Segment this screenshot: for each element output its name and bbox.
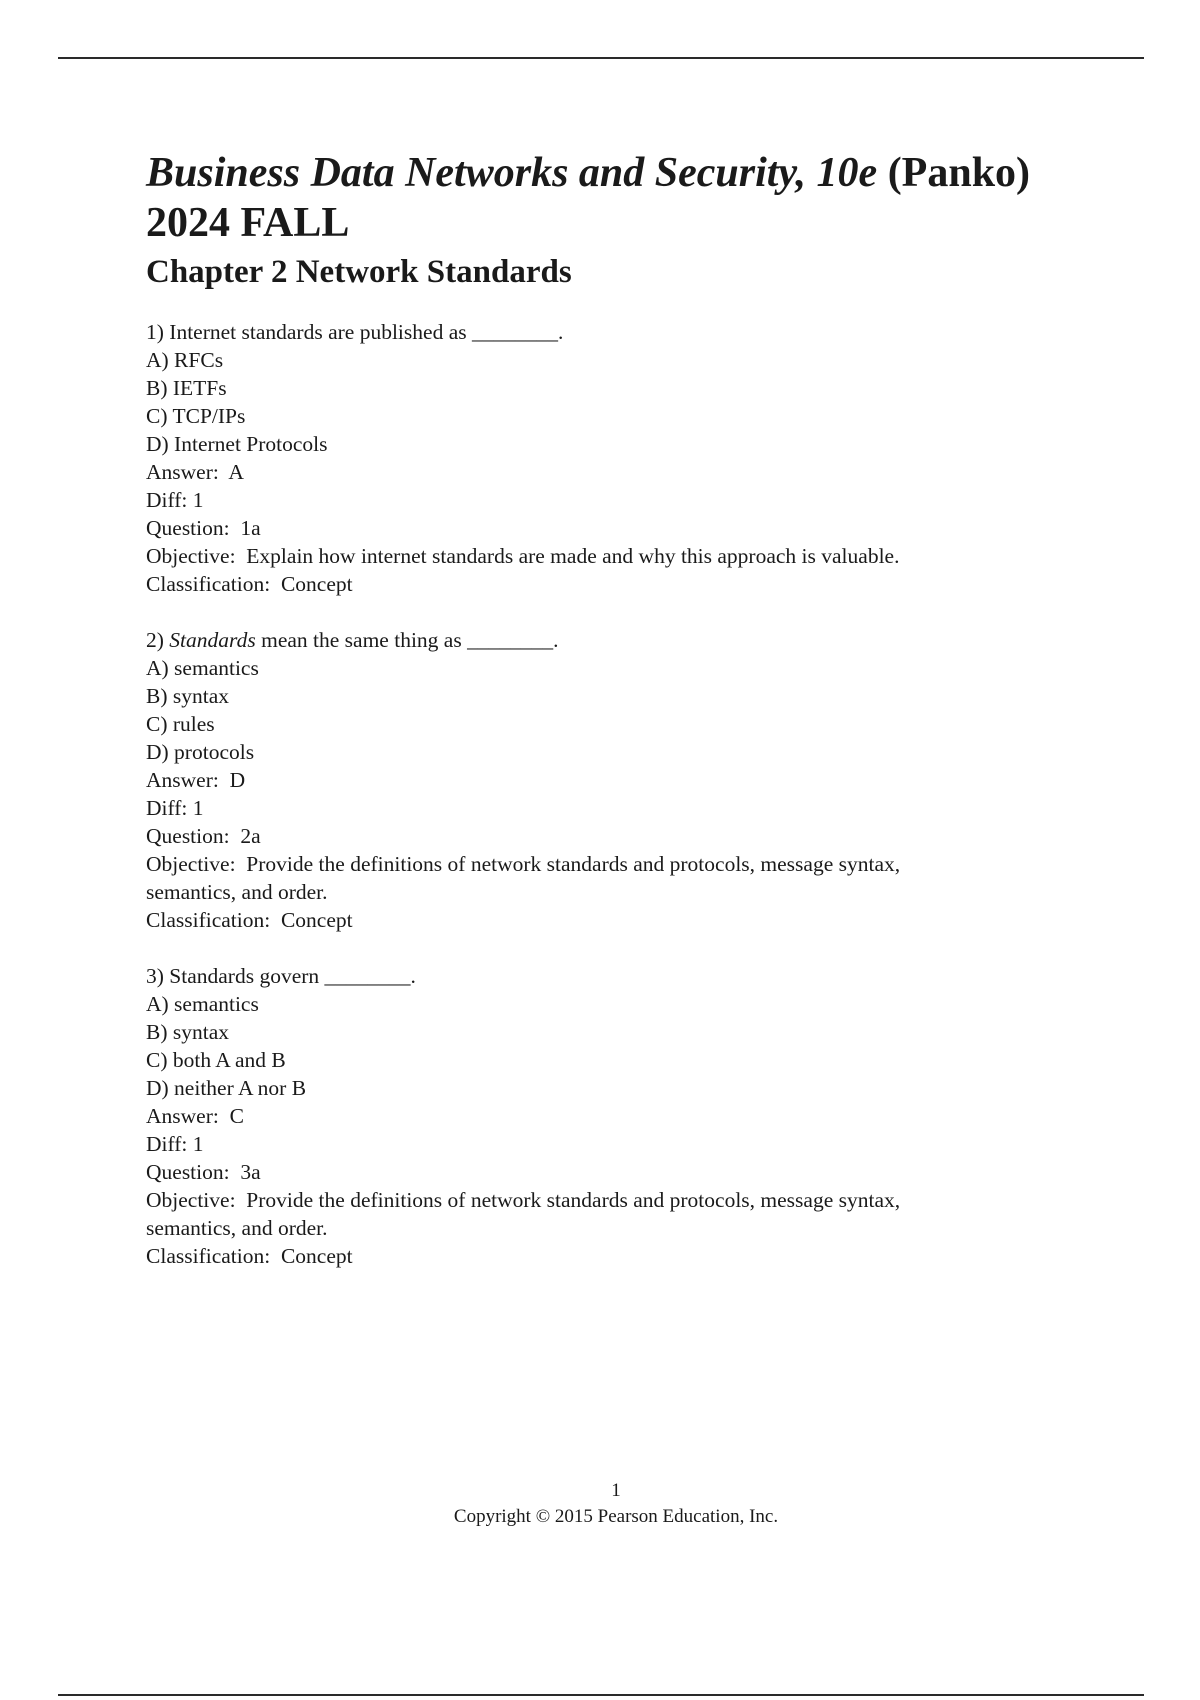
option-d: D) Internet Protocols (146, 432, 328, 456)
objective: Objective: Explain how internet standards are made and why this approach is valuable. (146, 544, 900, 568)
difficulty: Diff: 1 (146, 488, 204, 512)
option-c: C) TCP/IPs (146, 404, 246, 428)
question-stem (146, 626, 1106, 654)
option-c: C) both A and B (146, 1048, 286, 1072)
document-body (146, 148, 1106, 1270)
page-number: 1 (611, 1480, 621, 1501)
objective: Objective: Provide the definitions of network standards and protocols, message syntax, (146, 852, 901, 876)
option-a: A) semantics (146, 992, 259, 1016)
answer: Answer: A (146, 460, 244, 484)
option-c: C) rules (146, 712, 215, 736)
objective-continued: semantics, and order. (146, 1216, 328, 1240)
question-3 (146, 962, 1106, 1270)
chapter-heading: Chapter 2 Network Standards (146, 254, 572, 290)
classification: Classification: Concept (146, 572, 353, 596)
question-1 (146, 318, 1106, 598)
question-stem: 1) Internet standards are published as ________. (146, 320, 564, 344)
stem-suffix: mean the same thing as ________. (255, 628, 559, 652)
term-label: 2024 FALL (146, 200, 350, 246)
stem-emphasis: Standards (169, 628, 256, 652)
classification: Classification: Concept (146, 908, 353, 932)
page-footer (0, 1478, 1200, 1530)
copyright-notice: Copyright © 2015 Pearson Education, Inc. (453, 1506, 779, 1527)
option-a: A) semantics (146, 656, 259, 680)
stem-prefix: 2) (146, 628, 170, 652)
top-rule (58, 57, 1144, 59)
difficulty: Diff: 1 (146, 1132, 204, 1156)
option-b: B) syntax (146, 684, 230, 708)
bottom-rule (58, 1694, 1144, 1696)
option-d: D) neither A nor B (146, 1076, 307, 1100)
question-stem: 3) Standards govern ________. (146, 964, 416, 988)
document-title (146, 148, 1106, 248)
objective: Objective: Provide the definitions of network standards and protocols, message syntax, (146, 1188, 901, 1212)
answer: Answer: C (146, 1104, 244, 1128)
option-b: B) IETFs (146, 376, 227, 400)
question-id: Question: 2a (146, 824, 261, 848)
classification: Classification: Concept (146, 1244, 353, 1268)
answer: Answer: D (146, 768, 246, 792)
objective-continued: semantics, and order. (146, 880, 328, 904)
book-title: Business Data Networks and Security, 10e (146, 150, 878, 196)
question-id: Question: 3a (146, 1160, 261, 1184)
question-id: Question: 1a (146, 516, 261, 540)
question-2 (146, 626, 1106, 934)
option-a: A) RFCs (146, 348, 224, 372)
option-d: D) protocols (146, 740, 255, 764)
difficulty: Diff: 1 (146, 796, 204, 820)
option-b: B) syntax (146, 1020, 230, 1044)
author: (Panko) (877, 150, 1031, 196)
